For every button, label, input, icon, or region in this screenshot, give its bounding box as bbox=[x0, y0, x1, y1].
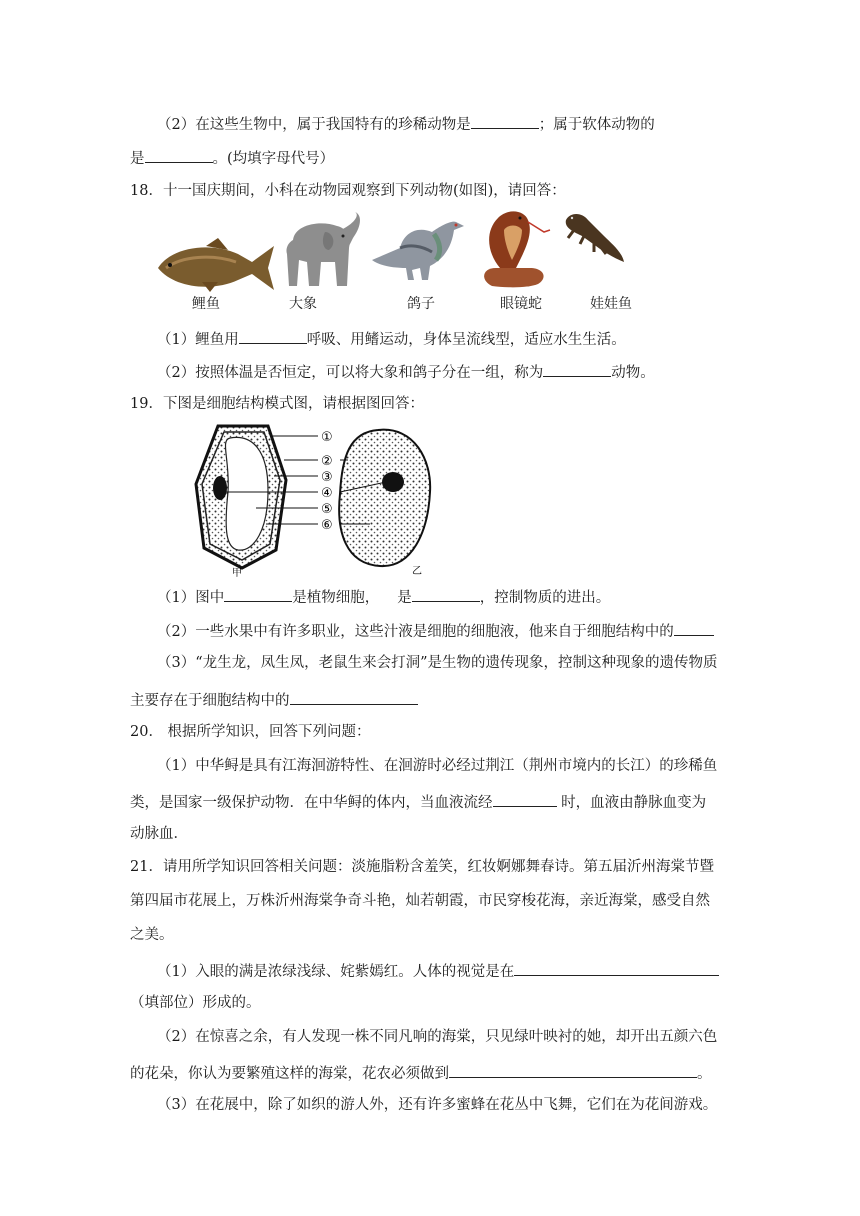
carp-image bbox=[152, 238, 276, 294]
q20-part-1: （1）中华鲟是具有江海洄游特性、在洄游时必经过荆江（荆州市境内的长江）的珍稀鱼 bbox=[157, 758, 718, 774]
q21-part-2: （2）在惊喜之余，有人发现一株不同凡响的海棠，只见绿叶映衬的她，却开出五颜六色 bbox=[157, 1029, 718, 1045]
marker-1: ① bbox=[321, 430, 333, 445]
q21-text: 。 bbox=[697, 1066, 712, 1082]
marker-2: ② bbox=[321, 454, 333, 469]
answer-blank[interactable] bbox=[224, 585, 292, 602]
q19-text: （1）图中 bbox=[157, 590, 225, 606]
marker-3: ③ bbox=[321, 470, 333, 485]
q17-line-1 bbox=[157, 112, 655, 135]
answer-blank[interactable] bbox=[449, 1061, 697, 1078]
answer-blank[interactable] bbox=[290, 688, 418, 705]
answer-blank[interactable] bbox=[543, 360, 611, 377]
animal-cell bbox=[339, 430, 430, 566]
animal-label: 眼镜蛇 bbox=[500, 296, 542, 312]
answer-blank[interactable] bbox=[239, 327, 307, 344]
animal-label: 大象 bbox=[289, 296, 317, 312]
q19-text: 主要存在于细胞结构中的 bbox=[130, 693, 290, 709]
q18-text: 呼吸、用鳍运动，身体呈流线型，适应水生生活。 bbox=[306, 332, 626, 348]
q17-text: （2）在这些生物中，属于我国特有的珍稀动物是 bbox=[157, 117, 471, 133]
q21-part-3: （3）在花展中，除了如织的游人外，还有许多蜜蜂在花丛中飞舞，它们在为花间游戏。 bbox=[157, 1097, 718, 1113]
animal-label: 鲤鱼 bbox=[192, 296, 220, 312]
label-jia: 甲 bbox=[232, 568, 242, 578]
q18-part-1 bbox=[157, 327, 626, 350]
q18-stem: 18．十一国庆期间，小科在动物园观察到下列动物(如图)，请回答： bbox=[130, 183, 566, 199]
elephant-image bbox=[281, 210, 365, 288]
q19-part-3-cont bbox=[130, 688, 418, 711]
q21-stem-1: 21．请用所学知识回答相关问题：淡施脂粉含羞笑，红妆婀娜舞春诗。第五届沂州海棠节暨 bbox=[130, 859, 714, 875]
q18-text: （2）按照体温是否恒定，可以将大象和鸽子分在一组，称为 bbox=[157, 365, 544, 381]
q20-text: 时，血液由静脉血变为 bbox=[556, 795, 707, 811]
q17-text: 是 bbox=[130, 151, 145, 167]
q21-text: （1）入眼的满是浓绿浅绿、姹紫嫣红。人体的视觉是在 bbox=[157, 964, 515, 980]
q19-part-3: （3）“龙生龙，凤生凤，老鼠生来会打洞”是生物的遗传现象，控制这种现象的遗传物质 bbox=[157, 655, 718, 671]
marker-5: ⑤ bbox=[321, 502, 333, 517]
q17-text: ；属于软体动物的 bbox=[538, 117, 655, 133]
marker-4: ④ bbox=[321, 486, 333, 501]
q21-part-1-cont: （填部位）形成的。 bbox=[130, 995, 261, 1011]
q18-text: （1）鲤鱼用 bbox=[157, 332, 239, 348]
answer-blank[interactable] bbox=[514, 959, 719, 976]
cobra-image bbox=[478, 208, 554, 288]
giant-salamander-image bbox=[560, 206, 626, 264]
q21-stem-2: 第四届市花展上，万株沂州海棠争奇斗艳，灿若朝霞，市民穿梭花海，亲近海棠，感受自然 bbox=[130, 893, 710, 909]
q19-text: 是植物细胞， bbox=[292, 590, 380, 606]
q18-text: 动物。 bbox=[611, 365, 655, 381]
q20-text: 类，是国家一级保护动物．在中华鲟的体内，当血液流经 bbox=[130, 795, 493, 811]
animal-label: 娃娃鱼 bbox=[590, 296, 632, 312]
q17-text: 。(均填字母代号） bbox=[212, 151, 335, 167]
q21-text: 的花朵，你认为要繁殖这样的海棠，花农必须做到 bbox=[130, 1066, 449, 1082]
q21-part-2-cont bbox=[130, 1061, 712, 1084]
pigeon-image bbox=[370, 212, 468, 284]
q19-part-1 bbox=[157, 585, 610, 608]
q19-text: ，控制物质的进出。 bbox=[479, 590, 611, 606]
q20-part-1-end: 动脉血． bbox=[130, 826, 188, 842]
plant-nucleus bbox=[213, 476, 227, 500]
cell-structure-diagram bbox=[190, 420, 465, 578]
q19-text: （2）一些水果中有许多职业，这些汁液是细胞的细胞液，他来自于细胞结构中的 bbox=[157, 624, 674, 640]
q20-stem: 20． 根据所学知识，回答下列问题： bbox=[130, 724, 371, 740]
answer-blank[interactable] bbox=[145, 146, 213, 163]
answer-blank[interactable] bbox=[412, 585, 480, 602]
label-yi: 乙 bbox=[412, 566, 422, 577]
answer-blank[interactable] bbox=[471, 112, 539, 129]
marker-6: ⑥ bbox=[321, 518, 333, 533]
q19-stem: 19．下图是细胞结构模式图，请根据图回答： bbox=[130, 396, 424, 412]
answer-blank[interactable] bbox=[674, 619, 714, 636]
answer-blank[interactable] bbox=[493, 790, 557, 807]
q20-part-1-cont bbox=[130, 790, 706, 813]
q18-part-2 bbox=[157, 360, 655, 383]
q21-part-1 bbox=[157, 959, 719, 982]
q19-part-2 bbox=[157, 619, 714, 642]
q17-line-2 bbox=[130, 146, 334, 169]
q19-text: 是 bbox=[397, 590, 412, 606]
animal-label: 鸽子 bbox=[407, 296, 435, 312]
q21-stem-3: 之美。 bbox=[130, 927, 174, 943]
